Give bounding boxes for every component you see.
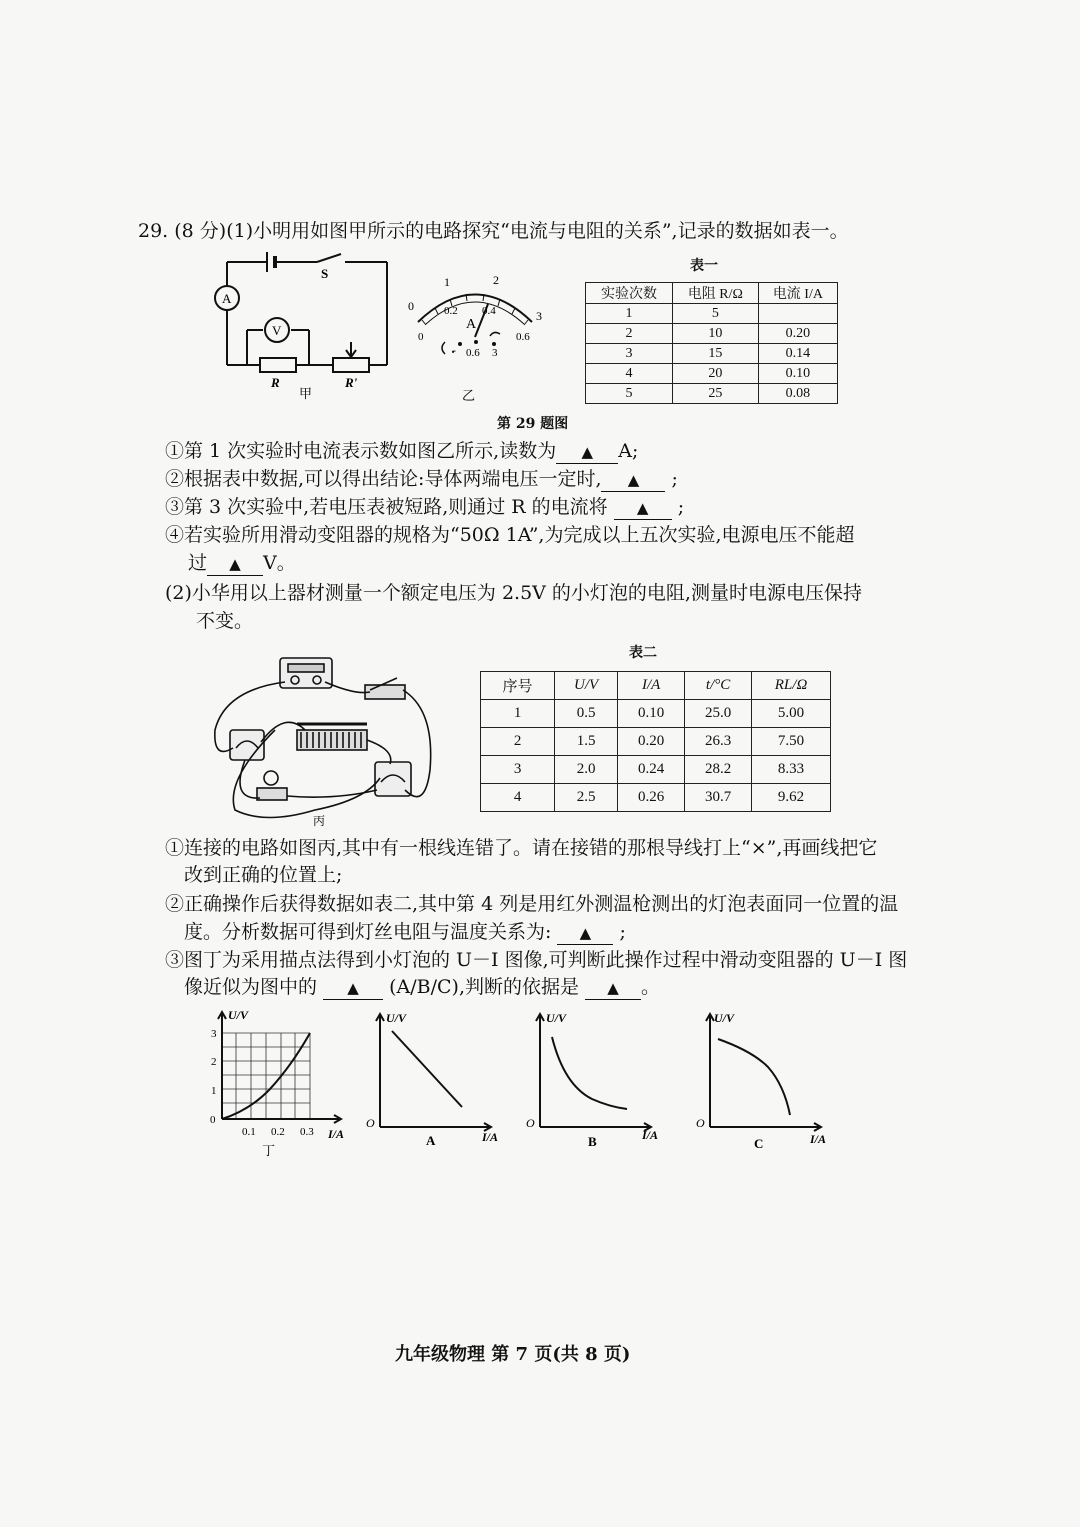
table1-header: 实验次数 [586,283,673,304]
graph-b-ylabel: U/V [546,1011,567,1025]
table2-cell: 5.00 [752,700,831,728]
graph-c [692,1005,842,1155]
meter-inner-tick-3: 0.6 [516,331,530,343]
meter-outer-tick-3: 3 [536,309,542,323]
sub-question-1-4-cont: 过 ▲ V。 [188,552,296,574]
graph-b-origin: O [526,1116,535,1130]
table-row [481,700,831,728]
terminal-0-6: 0.6 [466,347,480,359]
table2-cell: 7.50 [752,728,831,756]
sub-question-1-1: ①第 1 次实验时电流表示数如图乙所示,读数为 ▲ A; [165,440,639,462]
meter-outer-tick-1: 1 [444,275,450,289]
table-row [481,784,831,812]
table2-cell: 30.7 [685,784,752,812]
table1-cell: 20 [672,364,758,384]
table1-cell: 2 [586,324,673,344]
switch-label: S [321,266,329,281]
table2-cell: 0.5 [555,700,618,728]
table1-cell: 5 [586,384,673,404]
table-row [481,756,831,784]
terminal-minus: - [452,343,456,357]
ding-xtick: 0.1 [242,1126,256,1138]
answer-blank[interactable]: ▲ [323,977,383,1000]
table2-cell: 0.20 [618,728,685,756]
table1-cell: 0.10 [758,364,837,384]
graph-c-ylabel: U/V [714,1011,735,1025]
figure-label-yi: 乙 [462,388,476,403]
table1-cell: 1 [586,304,673,324]
ding-xlabel: I/A [328,1127,345,1141]
question-intro: 29. (8 分)(1)小明用如图甲所示的电路探究“电流与电阻的关系”,记录的数据如表一。 [138,220,849,242]
voltmeter-symbol: V [272,323,282,338]
table-row [586,304,838,324]
sub-question-2-2-cont: 度。分析数据可得到灯丝电阻与温度关系为: ▲ ; [184,921,626,943]
table1-cell: 0.08 [758,384,837,404]
sub-question-2-3: ③图丁为采用描点法得到小灯泡的 U－I 图像,可判断此操作过程中滑动变阻器的 U－I 图 [165,949,908,971]
graph-a-xlabel: I/A [482,1130,499,1144]
ding-ylabel: U/V [228,1008,249,1022]
ding-ytick: 3 [211,1028,217,1040]
sub-question-2-1: ①连接的电路如图丙,其中有一根线连错了。请在接错的那根导线打上“×”,再画线把它 [165,837,878,859]
table2-cell: 0.10 [618,700,685,728]
figure-label-jia: 甲 [299,386,313,400]
table2-header: t/°C [685,672,752,700]
answer-blank[interactable]: ▲ [557,922,613,945]
graph-b [522,1005,672,1155]
ding-ytick: 2 [211,1056,217,1068]
terminal-3: 3 [492,347,498,359]
table-row [586,364,838,384]
graph-a-ylabel: U/V [386,1011,407,1025]
table2-cell: 4 [481,784,555,812]
ding-ytick: 1 [211,1085,217,1097]
graph-c-xlabel: I/A [810,1132,827,1146]
table2-title: 表二 [629,645,657,661]
physical-circuit-bing [205,650,445,830]
table1-cell [758,304,837,324]
figure-caption: 第 29 题图 [497,416,569,432]
graph-a [362,1005,512,1155]
table1-cell: 0.20 [758,324,837,344]
table2 [480,671,831,812]
ding-xtick: 0.3 [300,1126,314,1138]
meter-inner-tick-1: 0.2 [444,305,458,317]
table2-header: I/A [618,672,685,700]
table-row [586,324,838,344]
meter-inner-tick-2: 0.4 [482,305,496,317]
ammeter-dial-yi [400,262,560,407]
graph-a-origin: O [366,1116,375,1130]
table2-cell: 1.5 [555,728,618,756]
table2-cell: 8.33 [752,756,831,784]
table2-cell: 3 [481,756,555,784]
answer-blank[interactable]: ▲ [585,977,641,1000]
table-row [481,728,831,756]
sub-question-1-2: ②根据表中数据,可以得出结论:导体两端电压一定时, ▲ ; [165,468,678,490]
table-row [586,384,838,404]
answer-blank[interactable]: ▲ [207,553,263,576]
graph-c-origin: O [696,1116,705,1130]
table2-header: U/V [555,672,618,700]
graph-a-label: A [426,1133,436,1148]
table2-cell: 25.0 [685,700,752,728]
answer-blank[interactable]: ▲ [556,441,618,464]
table2-cell: 2.5 [555,784,618,812]
resistor-label: R [271,375,280,390]
ding-label: 丁 [262,1143,276,1158]
table1-cell: 3 [586,344,673,364]
graph-b-label: B [588,1134,597,1149]
table2-cell: 26.3 [685,728,752,756]
table2-cell: 1 [481,700,555,728]
sub-question-1-3: ③第 3 次实验中,若电压表被短路,则通过 R 的电流将 ▲ ; [165,496,685,518]
part2-intro: (2)小华用以上器材测量一个额定电压为 2.5V 的小灯泡的电阻,测量时电源电压保持 [165,582,862,604]
graph-c-label: C [754,1136,764,1151]
table1-cell: 15 [672,344,758,364]
table1-header: 电阻 R/Ω [672,283,758,304]
table2-cell: 2 [481,728,555,756]
sub-question-1-4: ④若实验所用滑动变阻器的规格为“50Ω 1A”,为完成以上五次实验,电源电压不能超 [165,524,855,546]
table2-header: RL/Ω [752,672,831,700]
figure-label-bing: 丙 [313,814,326,828]
answer-blank[interactable]: ▲ [614,497,672,520]
rheostat-label: R' [345,375,358,390]
table1-cell: 25 [672,384,758,404]
sub-question-2-2: ②正确操作后获得数据如表二,其中第 4 列是用红外测温枪测出的灯泡表面同一位置的温 [165,893,899,915]
table1-cell: 4 [586,364,673,384]
page-footer: 九年级物理 第 7 页(共 8 页) [395,1344,631,1365]
part2-intro-cont: 不变。 [196,610,254,632]
table2-header: 序号 [481,672,555,700]
answer-blank[interactable]: ▲ [601,469,665,492]
graph-b-xlabel: I/A [642,1128,659,1142]
ammeter-symbol: A [222,291,232,306]
table2-cell: 0.24 [618,756,685,784]
table1-cell: 0.14 [758,344,837,364]
graph-ding [200,1005,360,1165]
table1-title: 表一 [690,258,718,274]
table2-cell: 28.2 [685,756,752,784]
meter-outer-tick-0: 0 [408,299,414,313]
table2-cell: 9.62 [752,784,831,812]
ding-ytick: 0 [210,1114,216,1126]
meter-unit: A [466,317,477,332]
meter-outer-tick-2: 2 [493,273,499,287]
meter-inner-tick-0: 0 [418,331,424,343]
table1-header: 电流 I/A [758,283,837,304]
table2-cell: 2.0 [555,756,618,784]
table1 [585,282,838,404]
table1-cell: 5 [672,304,758,324]
table2-cell: 0.26 [618,784,685,812]
sub-question-2-1-cont: 改到正确的位置上; [184,864,343,886]
ding-xtick: 0.2 [271,1126,285,1138]
table-row [586,344,838,364]
sub-question-2-3-cont: 像近似为图中的 ▲ (A/B/C),判断的依据是 ▲ 。 [184,976,661,998]
circuit-diagram-jia [205,250,405,400]
table1-cell: 10 [672,324,758,344]
